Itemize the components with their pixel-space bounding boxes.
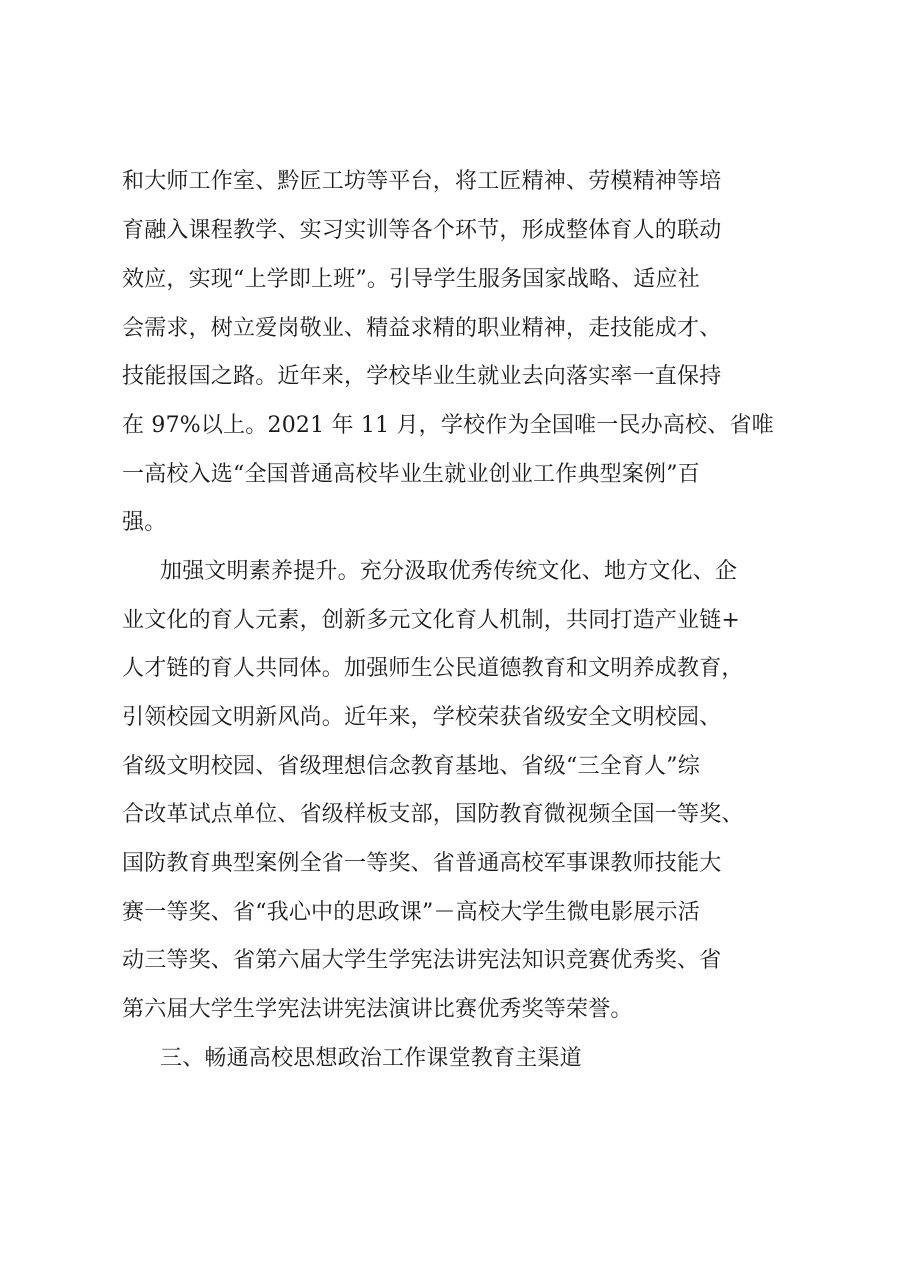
paragraph-line: 一高校入选“全国普通高校毕业生就业创业工作典型案例”百 xyxy=(122,462,700,487)
section-heading: 三、畅通高校思想政治工作课堂教育主渠道 xyxy=(160,1046,582,1071)
paragraph-line: 动三等奖、省第六届大学生学宪法讲宪法知识竞赛优秀奖、省 xyxy=(122,948,722,973)
paragraph-line: 合改革试点单位、省级样板支部，国防教育微视频全国一等奖、 xyxy=(122,802,744,827)
paragraph-line: 国防教育典型案例全省一等奖、省普通高校军事课教师技能大 xyxy=(122,851,722,876)
paragraph-line: 技能报国之路。近年来，学校毕业生就业去向落实率一直保持 xyxy=(122,364,722,389)
paragraph-line: 会需求，树立爱岗敬业、精益求精的职业精神，走技能成才、 xyxy=(122,316,722,341)
paragraph-line: 赛一等奖、省“我心中的思政课”－高校大学生微电影展示活 xyxy=(122,900,700,925)
paragraph-line: 人才链的育人共同体。加强师生公民道德教育和文明养成教育， xyxy=(122,656,744,681)
paragraph-line: 加强文明素养提升。充分汲取优秀传统文化、地方文化、企 xyxy=(160,559,738,584)
paragraph-line: 引领校园文明新风尚。近年来，学校荣获省级安全文明校园、 xyxy=(122,705,722,730)
paragraph-line: 省级文明校园、省级理想信念教育基地、省级“三全育人”综 xyxy=(122,754,700,779)
paragraph-line: 和大师工作室、黔匠工坊等平台，将工匠精神、劳模精神等培 xyxy=(122,169,722,194)
paragraph-line: 第六届大学生学宪法讲宪法演讲比赛优秀奖等荣誉。 xyxy=(122,997,633,1022)
paragraph-line: 效应，实现“上学即上班”。引导学生服务国家战略、适应社 xyxy=(122,267,700,292)
paragraph-line: 强。 xyxy=(122,510,167,535)
paragraph-line: 在 97%以上。2021 年 11 月，学校作为全国唯一民办高校、省唯 xyxy=(122,413,774,438)
paragraph-line: 育融入课程教学、实习实训等各个环节，形成整体育人的联动 xyxy=(122,218,722,243)
paragraph-line: 业文化的育人元素，创新多元文化育人机制，共同打造产业链+ xyxy=(122,608,741,633)
